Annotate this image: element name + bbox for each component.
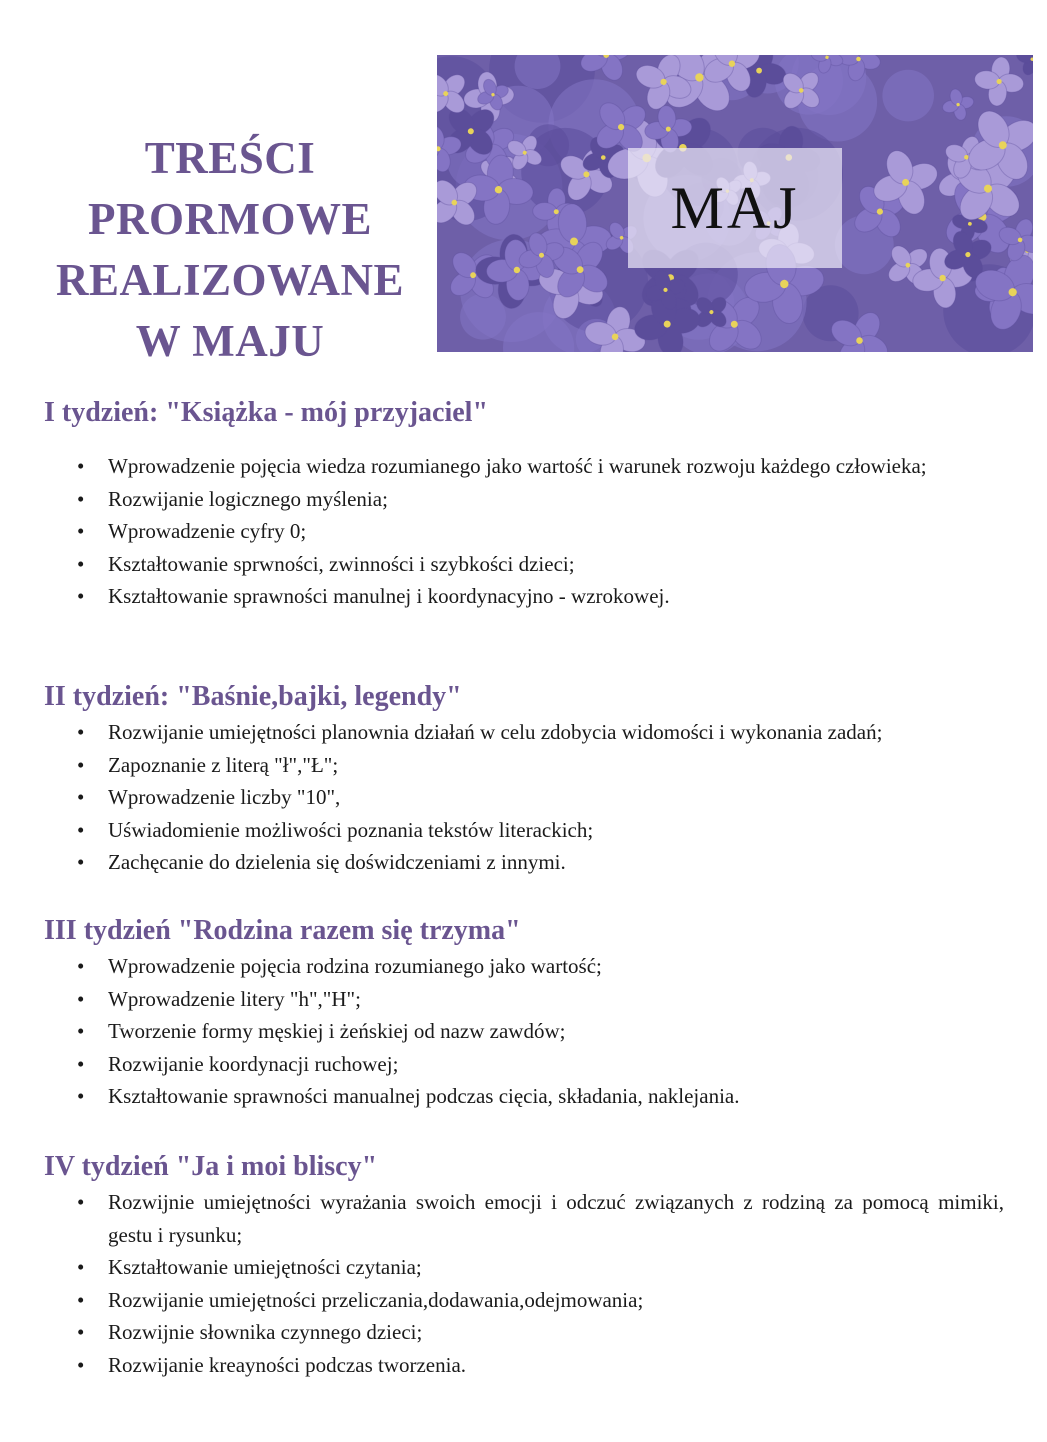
list-item: • Rozwijanie umiejętności przeliczania,dodawania,odejmowania; <box>44 1284 1004 1317</box>
week-2-heading: II tydzień: "Baśnie,bajki, legendy" <box>44 681 462 712</box>
list-item: • Wprowadzenie pojęcia rodzina rozumianego jako wartość; <box>44 950 1004 983</box>
list-item: • Kształtowanie sprawności manualnej podczas cięcia, składania, naklejania. <box>44 1080 1004 1113</box>
week-4-list <box>44 1186 1004 1381</box>
bullet-icon: • <box>77 454 85 478</box>
bullet-icon: • <box>77 486 85 511</box>
bullet-icon: • <box>77 785 85 809</box>
list-item: • Kształtowanie umiejętności czytania; <box>44 1251 1004 1284</box>
title-line-4: W MAJU <box>135 316 325 366</box>
list-item: • Wprowadzenie pojęcia wiedza rozumianego jako wartość i warunek rozwoju każdego człowieka; <box>44 450 1004 483</box>
title-line-3: REALIZOWANE <box>55 255 405 305</box>
list-item: • Rozwijanie koordynacji ruchowej; <box>44 1048 1004 1081</box>
list-item: • Rozwijnie umiejętności wyrażania swoich emocji i odczuć związanych z rodziną za pomocą mimiki, gestu i rysunku; <box>44 1186 1004 1251</box>
bullet-icon: • <box>77 1255 85 1279</box>
bullet-icon: • <box>77 1287 85 1312</box>
week-2-section <box>44 680 1004 879</box>
week-1-list <box>44 450 1004 613</box>
list-item: • Uświadomienie możliwości poznania tekstów literackich; <box>44 814 1004 847</box>
bullet-icon: • <box>77 1320 85 1344</box>
page-title <box>30 128 430 372</box>
week-4-section <box>44 1150 1004 1381</box>
title-line-1: TREŚCI <box>144 133 316 183</box>
list-item: • Wprowadzenie cyfry 0; <box>44 515 1004 548</box>
bullet-icon: • <box>77 551 85 576</box>
week-2-list <box>44 716 1004 879</box>
list-item: • Zachęcanie do dzielenia się doświdczeniami z innymi. <box>44 846 1004 879</box>
list-item: • Wprowadzenie litery "h","H"; <box>44 983 1004 1016</box>
month-label: MAJ <box>628 148 842 268</box>
week-3-heading: III tydzień "Rodzina razem się trzyma" <box>44 915 521 946</box>
list-item: • Rozwijnie słownika czynnego dzieci; <box>44 1316 1004 1349</box>
bullet-icon: • <box>77 954 85 978</box>
list-item: • Rozwijanie umiejętności planownia działań w celu zdobycia widomości i wykonania zadań; <box>44 716 1004 749</box>
bullet-icon: • <box>77 720 85 744</box>
title-line-2: PRORMOWE <box>88 194 372 244</box>
bullet-icon: • <box>77 584 85 608</box>
bullet-icon: • <box>77 1352 85 1377</box>
list-item: • Rozwijanie logicznego myślenia; <box>44 483 1004 516</box>
bullet-icon: • <box>77 1190 85 1214</box>
bullet-icon: • <box>77 752 85 777</box>
list-item: • Zapoznanie z literą "ł","Ł"; <box>44 749 1004 782</box>
bullet-icon: • <box>77 817 85 842</box>
list-item: • Wprowadzenie liczby "10", <box>44 781 1004 814</box>
list-item: • Rozwijanie kreayności podczas tworzenia. <box>44 1349 1004 1382</box>
bullet-icon: • <box>77 519 85 543</box>
week-3-section <box>44 914 1004 1113</box>
list-item: • Kształtowanie sprwności, zwinności i szybkości dzieci; <box>44 548 1004 581</box>
bullet-icon: • <box>77 1019 85 1043</box>
bullet-icon: • <box>77 986 85 1011</box>
week-4-heading: IV tydzień "Ja i moi bliscy" <box>44 1151 378 1182</box>
week-1-section <box>44 396 1004 613</box>
list-item: • Kształtowanie sprawności manulnej i koordynacyjno - wzrokowej. <box>44 580 1004 613</box>
list-item: • Tworzenie formy męskiej i żeńskiej od nazw zawdów; <box>44 1015 1004 1048</box>
bullet-icon: • <box>77 1051 85 1076</box>
lilac-flowers-image <box>437 55 1033 352</box>
bullet-icon: • <box>77 1084 85 1108</box>
week-3-list <box>44 950 1004 1113</box>
week-1-heading: I tydzień: "Książka - mój przyjaciel" <box>44 397 489 428</box>
bullet-icon: • <box>77 850 85 874</box>
